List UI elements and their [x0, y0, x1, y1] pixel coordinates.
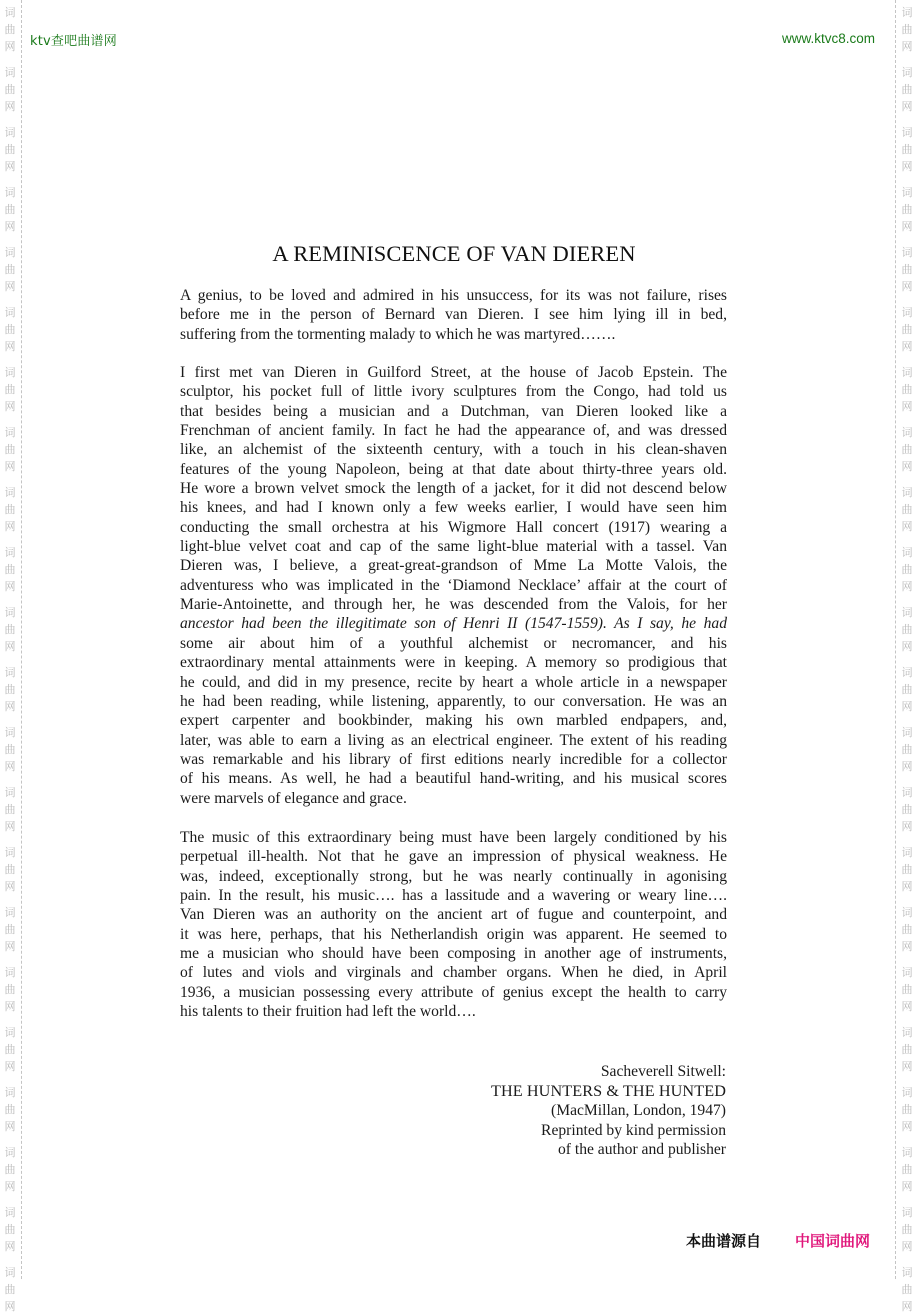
watermark-char: 曲 [901, 983, 913, 996]
watermark-char: 网 [4, 400, 16, 413]
watermark-group [899, 724, 915, 775]
watermark-char: 曲 [4, 863, 16, 876]
text-line: sculptor, his pocket full of little ivory sculptures from the Congo, had told us [180, 383, 727, 401]
watermark-char: 词 [901, 846, 913, 859]
right-dashed-border [895, 0, 896, 1279]
text-line: later, was able to earn a living as an electrical engineer. The extent of his reading [180, 731, 727, 749]
watermark-group [2, 664, 18, 715]
paragraph-1 [180, 286, 727, 344]
watermark-char: 网 [4, 220, 16, 233]
text-line: A genius, to be loved and admired in his unsuccess, for its was not failure, rises [180, 287, 727, 304]
watermark-char: 词 [4, 726, 16, 739]
text-line: He wore a brown velvet smock the length of a jacket, for it did not descend below [180, 480, 727, 498]
text-line: his talents to their fruition had left the world…. [180, 1003, 476, 1021]
watermark-char: 网 [901, 280, 913, 293]
watermark-char: 曲 [901, 863, 913, 876]
paragraph-3 [180, 828, 727, 1021]
watermark-char: 曲 [4, 623, 16, 636]
watermark-char: 词 [901, 486, 913, 499]
watermark-char: 曲 [4, 503, 16, 516]
watermark-char: 词 [901, 126, 913, 139]
credit-publisher: (MacMillan, London, 1947) [551, 1102, 726, 1120]
watermark-char: 网 [4, 1300, 16, 1313]
watermark-char: 网 [901, 340, 913, 353]
watermark-char: 网 [4, 280, 16, 293]
watermark-char: 曲 [901, 1043, 913, 1056]
watermark-group [899, 484, 915, 535]
watermark-group [899, 244, 915, 295]
text-line: he could, and did in my presence, recite by heart a whole article in a newspaper [180, 673, 727, 691]
watermark-group [899, 1084, 915, 1135]
watermark-char: 网 [901, 1120, 913, 1133]
watermark-char: 网 [4, 700, 16, 713]
text-line: features of the young Napoleon, being at that date about thirty-three years old. [180, 460, 727, 478]
watermark-group [899, 184, 915, 235]
watermark-char: 网 [4, 460, 16, 473]
header-site-url[interactable]: www.ktvc8.com [782, 31, 876, 46]
watermark-group [899, 904, 915, 955]
watermark-group [899, 4, 915, 55]
watermark-group [2, 4, 18, 55]
text-line: extraordinary mental attainments were in keeping. A memory so prodigious that [180, 654, 727, 672]
text-line: suffering from the tormenting malady to which he was martyred……. [180, 325, 616, 343]
text-line: adventuress who was implicated in the ‘Diamond Necklace’ affair at the court of [180, 576, 727, 594]
watermark-char: 曲 [4, 803, 16, 816]
watermark-char: 曲 [901, 83, 913, 96]
watermark-char: 曲 [901, 923, 913, 936]
watermark-group [2, 1144, 18, 1195]
watermark-char: 网 [901, 1000, 913, 1013]
text-line: Van Dieren was an authority on the ancient art of fugue and counterpoint, and [180, 906, 727, 924]
watermark-group [899, 604, 915, 655]
watermark-group [2, 244, 18, 295]
watermark-char: 曲 [901, 443, 913, 456]
watermark-char: 曲 [4, 563, 16, 576]
watermark-char: 曲 [4, 323, 16, 336]
watermark-char: 曲 [901, 1283, 913, 1296]
watermark-char: 网 [4, 340, 16, 353]
text-line: perpetual ill-health. Not that he gave an impression of physical weakness. He [180, 848, 727, 866]
watermark-group [2, 484, 18, 535]
watermark-char: 词 [4, 1146, 16, 1159]
footer-source-label: 本曲谱源自 [686, 1232, 762, 1250]
watermark-group [2, 364, 18, 415]
watermark-char: 网 [901, 820, 913, 833]
watermark-char: 曲 [901, 1103, 913, 1116]
watermark-char: 词 [4, 126, 16, 139]
watermark-char: 网 [4, 1240, 16, 1253]
watermark-char: 网 [4, 940, 16, 953]
watermark-char: 网 [4, 100, 16, 113]
watermark-group [899, 124, 915, 175]
text-line: me a musician who should have been composing in another age of instruments, [180, 945, 727, 963]
credit-permission-line-2: of the author and publisher [557, 1141, 726, 1159]
header-site-name[interactable]: ktv查吧曲谱网 [30, 34, 117, 49]
watermark-group [899, 304, 915, 355]
watermark-char: 曲 [901, 623, 913, 636]
watermark-char: 网 [4, 1000, 16, 1013]
watermark-char: 曲 [4, 143, 16, 156]
watermark-char: 网 [4, 640, 16, 653]
watermark-char: 曲 [4, 83, 16, 96]
watermark-char: 词 [4, 666, 16, 679]
watermark-char: 词 [4, 306, 16, 319]
watermark-char: 网 [4, 820, 16, 833]
watermark-group [2, 1024, 18, 1075]
watermark-char: 词 [4, 66, 16, 79]
watermark-char: 曲 [4, 1223, 16, 1236]
watermark-char: 曲 [4, 443, 16, 456]
watermark-char: 词 [901, 1026, 913, 1039]
credit-book-title: THE HUNTERS & THE HUNTED [490, 1081, 726, 1100]
text-line: Frenchman of ancient family. In fact he had the appearance of, and was dressed [180, 422, 727, 440]
watermark-char: 曲 [901, 503, 913, 516]
watermark-group [2, 1264, 18, 1315]
watermark-group [2, 724, 18, 775]
text-line: 1936, a musician possessing every attribute of genius except the health to carry [180, 983, 727, 1001]
watermark-char: 词 [901, 726, 913, 739]
watermark-char: 网 [901, 40, 913, 53]
text-line: were marvels of elegance and grace. [180, 789, 407, 807]
watermark-char: 网 [901, 100, 913, 113]
watermark-char: 曲 [4, 1103, 16, 1116]
page-title: A REMINISCENCE OF VAN DIEREN [272, 241, 636, 266]
watermark-group [899, 64, 915, 115]
watermark-char: 词 [901, 426, 913, 439]
watermark-group [899, 1144, 915, 1195]
watermark-char: 网 [901, 580, 913, 593]
watermark-char: 网 [4, 880, 16, 893]
watermark-char: 曲 [901, 563, 913, 576]
watermark-char: 曲 [901, 143, 913, 156]
left-dashed-border [21, 0, 22, 1279]
text-line-italic: ancestor had been the illegitimate son of Henri II (1547-1559). As I say, he had [180, 615, 727, 633]
text-line: of lutes and viols and virginals and chamber organs. When he died, in April [180, 964, 727, 982]
watermark-char: 词 [4, 1086, 16, 1099]
watermark-char: 词 [901, 306, 913, 319]
watermark-char: 网 [4, 760, 16, 773]
watermark-char: 词 [901, 1206, 913, 1219]
watermark-char: 曲 [4, 1283, 16, 1296]
watermark-char: 词 [901, 906, 913, 919]
watermark-char: 曲 [4, 383, 16, 396]
watermark-char: 曲 [4, 203, 16, 216]
watermark-char: 词 [4, 426, 16, 439]
watermark-group [899, 844, 915, 895]
watermark-char: 曲 [901, 203, 913, 216]
credit-permission-line-1: Reprinted by kind permission [541, 1121, 726, 1139]
watermark-char: 词 [901, 6, 913, 19]
watermark-char: 曲 [901, 1223, 913, 1236]
paragraph-2 [180, 363, 727, 808]
watermark-char: 网 [901, 1180, 913, 1193]
watermark-char: 曲 [4, 923, 16, 936]
watermark-group [899, 544, 915, 595]
watermark-char: 曲 [4, 263, 16, 276]
watermark-char: 词 [901, 966, 913, 979]
watermark-char: 词 [4, 1026, 16, 1039]
watermark-group [2, 184, 18, 235]
text-line: pain. In the result, his music…. has a lassitude and a wavering or weary line…. [180, 887, 727, 905]
watermark-char: 网 [4, 1060, 16, 1073]
watermark-group [899, 1024, 915, 1075]
watermark-group [2, 64, 18, 115]
watermark-char: 词 [4, 1266, 16, 1279]
watermark-group [2, 1084, 18, 1135]
watermark-char: 曲 [901, 803, 913, 816]
watermark-char: 网 [901, 640, 913, 653]
watermark-char: 词 [4, 486, 16, 499]
text-line: that besides being a musician and a Dutchman, van Dieren looked like a [180, 402, 727, 420]
watermark-char: 词 [4, 846, 16, 859]
watermark-char: 曲 [901, 23, 913, 36]
watermark-char: 网 [901, 520, 913, 533]
watermark-char: 词 [901, 366, 913, 379]
footer-source-site[interactable]: 中国词曲网 [795, 1232, 871, 1250]
watermark-char: 词 [901, 66, 913, 79]
watermark-char: 词 [901, 546, 913, 559]
watermark-group [899, 964, 915, 1015]
watermark-group [899, 364, 915, 415]
watermark-char: 网 [901, 940, 913, 953]
watermark-char: 词 [4, 6, 16, 19]
watermark-char: 词 [4, 546, 16, 559]
watermark-group [899, 1204, 915, 1255]
watermark-group [2, 544, 18, 595]
watermark-group [2, 844, 18, 895]
watermark-char: 词 [4, 606, 16, 619]
watermark-char: 网 [901, 1240, 913, 1253]
watermark-char: 网 [4, 580, 16, 593]
watermark-group [2, 424, 18, 475]
watermark-char: 曲 [901, 683, 913, 696]
watermark-char: 曲 [4, 683, 16, 696]
text-line: I first met van Dieren in Guilford Street, at the house of Jacob Epstein. The [180, 364, 727, 381]
text-line: it was here, perhaps, that his Netherlandish origin was apparent. He seemed to [180, 925, 727, 943]
watermark-group [899, 424, 915, 475]
watermark-char: 曲 [901, 1163, 913, 1176]
credit-author: Sacheverell Sitwell: [600, 1063, 726, 1080]
text-line: conducting the small orchestra at his Wigmore Hall concert (1917) wearing a [180, 518, 727, 536]
watermark-char: 网 [901, 1300, 913, 1313]
watermark-char: 网 [901, 220, 913, 233]
text-line: The music of this extraordinary being must have been largely conditioned by his [180, 829, 727, 846]
watermark-char: 曲 [4, 23, 16, 36]
watermark-group [2, 964, 18, 1015]
watermark-char: 词 [4, 966, 16, 979]
watermark-char: 网 [901, 700, 913, 713]
watermark-char: 词 [901, 1086, 913, 1099]
watermark-char: 词 [4, 906, 16, 919]
watermark-char: 词 [4, 186, 16, 199]
watermark-char: 网 [901, 760, 913, 773]
right-watermark-column [897, 0, 917, 1313]
watermark-group [2, 124, 18, 175]
watermark-char: 词 [4, 366, 16, 379]
text-line: was, indeed, exceptionally strong, but he was nearly continually in agonising [180, 867, 727, 885]
watermark-char: 曲 [4, 1043, 16, 1056]
watermark-char: 词 [901, 246, 913, 259]
text-line: Marie-Antoinette, and through her, he was descended from the Valois, for her [180, 596, 727, 614]
watermark-group [2, 784, 18, 835]
watermark-group [899, 664, 915, 715]
watermark-char: 网 [901, 880, 913, 893]
watermark-char: 词 [901, 606, 913, 619]
watermark-char: 曲 [901, 383, 913, 396]
text-line: was remarkable and his library of first editions nearly incredible for a collector [180, 750, 727, 768]
text-line: Dieren was, I believe, a great-great-grandson of Mme La Motte Valois, the [180, 557, 727, 575]
watermark-char: 词 [4, 786, 16, 799]
watermark-char: 网 [4, 1180, 16, 1193]
source-credit [491, 1062, 726, 1160]
watermark-char: 网 [901, 460, 913, 473]
watermark-group [2, 604, 18, 655]
text-line: some air about him of a youthful alchemist or necromancer, and his [180, 634, 727, 652]
watermark-char: 网 [4, 160, 16, 173]
watermark-group [899, 784, 915, 835]
watermark-char: 词 [901, 1146, 913, 1159]
watermark-char: 网 [4, 520, 16, 533]
text-line: of his means. As well, he had a beautiful hand-writing, and his musical scores [180, 770, 727, 788]
watermark-char: 网 [901, 160, 913, 173]
watermark-char: 词 [901, 786, 913, 799]
text-line: like, an alchemist of the sixteenth century, with a touch in his clean-shaven [180, 441, 727, 459]
text-line: before me in the person of Bernard van Dieren. I see him lying ill in bed, [180, 306, 727, 324]
watermark-char: 曲 [4, 743, 16, 756]
watermark-char: 曲 [4, 1163, 16, 1176]
text-line: his knees, and had I known only a few weeks earlier, I would have seen him [180, 499, 727, 517]
watermark-char: 网 [901, 400, 913, 413]
text-line: expert carpenter and bookbinder, making his own marbled endpapers, and, [180, 712, 727, 730]
watermark-char: 曲 [901, 743, 913, 756]
watermark-group [2, 304, 18, 355]
watermark-char: 词 [901, 1266, 913, 1279]
watermark-group [899, 1264, 915, 1315]
text-line: he had been reading, while listening, apparently, to our conversation. He was an [180, 692, 727, 710]
watermark-group [2, 904, 18, 955]
watermark-char: 词 [4, 246, 16, 259]
watermark-group [2, 1204, 18, 1255]
watermark-char: 词 [4, 1206, 16, 1219]
watermark-char: 网 [901, 1060, 913, 1073]
watermark-char: 曲 [4, 983, 16, 996]
left-watermark-column [0, 0, 20, 1313]
watermark-char: 词 [901, 666, 913, 679]
watermark-char: 曲 [901, 263, 913, 276]
watermark-char: 曲 [901, 323, 913, 336]
watermark-char: 网 [4, 40, 16, 53]
watermark-char: 词 [901, 186, 913, 199]
text-line: light-blue velvet coat and cap of the same light-blue material with a tassel. Van [180, 538, 727, 556]
watermark-char: 网 [4, 1120, 16, 1133]
